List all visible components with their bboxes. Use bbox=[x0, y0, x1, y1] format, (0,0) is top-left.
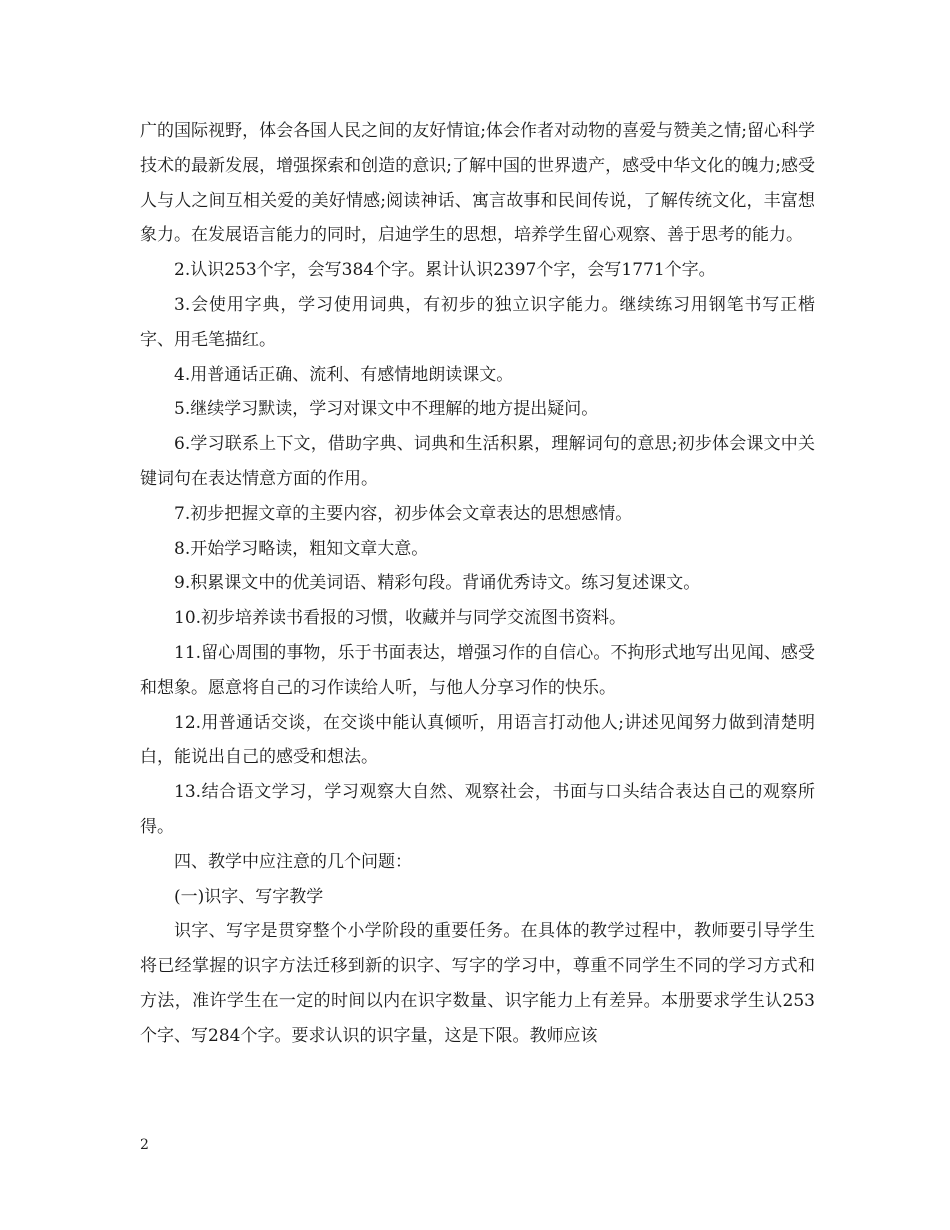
paragraph-item-4: 4.用普通话正确、流利、有感情地朗读课文。 bbox=[174, 364, 514, 385]
paragraph-item-6: 6.学习联系上下文，借助字典、词典和生活积累，理解词句的意思;初步体会课文中关键词句在表达情意方面的作用。 bbox=[140, 434, 815, 489]
paragraph-item-5: 5.继续学习默读，学习对课文中不理解的地方提出疑问。 bbox=[174, 399, 599, 420]
paragraph-item-11: 11.留心周围的事物，乐于书面表达，增强习作的自信心。不拘形式地写出见闻、感受和想象。愿意将自己的习作读给人听，与他人分享习作的快乐。 bbox=[140, 642, 815, 698]
section-heading: 四、教学中应注意的几个问题： bbox=[174, 851, 412, 872]
paragraph-item-3: 3.会使用字典，学习使用词典，有初步的独立识字能力。继续练习用钢笔书写正楷字、用毛笔描红。 bbox=[140, 294, 815, 350]
paragraph-item-12: 12.用普通话交谈，在交谈中能认真倾听，用语言打动他人;讲述见闻努力做到清楚明白，能说出自己的感受和想法。 bbox=[140, 712, 815, 768]
paragraph-item-13: 13.结合语文学习，学习观察大自然、观察社会，书面与口头结合表达自己的观察所得。 bbox=[140, 782, 815, 837]
paragraph-item-7: 7.初步把握文章的主要内容，初步体会文章表达的思想感情。 bbox=[174, 503, 633, 524]
paragraph-item-8: 8.开始学习略读，粗知文章大意。 bbox=[174, 538, 429, 559]
paragraph-continuation: 广的国际视野，体会各国人民之间的友好情谊;体会作者对动物的喜爱与赞美之情;留心科学技术的最新发展，增强探索和创造的意识;了解中国的世界遗产，感受中华文化的魄力;感受人与人之间互相关爱的美好情感;阅读神话、寓言故事和民间传说，了解传统文化，丰富想象力。在发展语言能力的同时，启迪学生的思想，培养学生留心观察、善于思考的能力。 bbox=[140, 121, 815, 246]
paragraph-item-9: 9.积累课文中的优美词语、精彩句段。背诵优秀诗文。练习复述课文。 bbox=[174, 573, 701, 594]
subsection-heading: (一)识字、写字教学 bbox=[174, 886, 324, 907]
paragraph-item-2: 2.认识253个字，会写384个字。累计认识2397个字，会写1771个字。 bbox=[174, 260, 716, 281]
paragraph-item-10: 10.初步培养读书看报的习惯，收藏并与同学交流图书资料。 bbox=[174, 608, 627, 629]
document-body bbox=[140, 114, 815, 1054]
page-number: 2 bbox=[140, 1137, 149, 1153]
body-paragraph: 识字、写字是贯穿整个小学阶段的重要任务。在具体的教学过程中，教师要引导学生将已经掌握的识字方法迁移到新的识字、写字的学习中，尊重不同学生不同的学习方式和方法，准许学生在一定的时间以内在识字数量、识字能力上有差异。本册要求学生认253个字、写284个字。要求认识的识字量，这是下限。教师应该 bbox=[140, 921, 815, 1046]
